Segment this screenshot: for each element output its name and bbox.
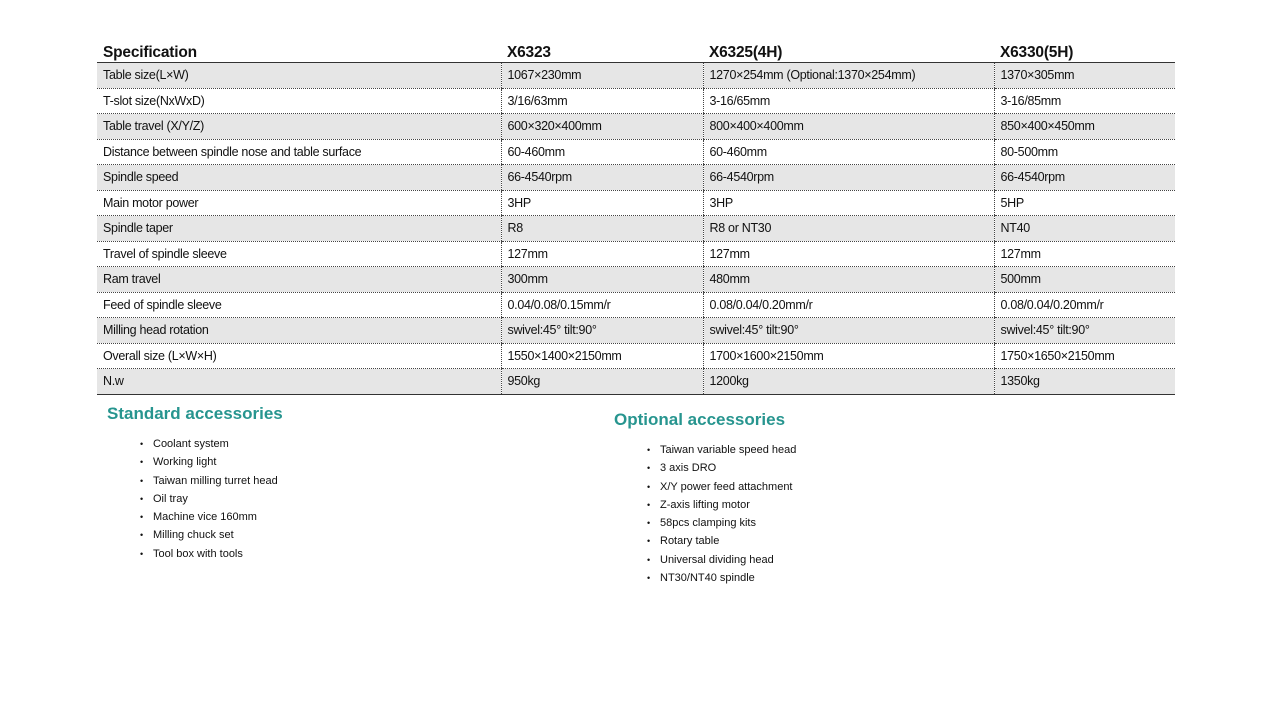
table-row	[97, 369, 1175, 395]
spec-label-cell: Distance between spindle nose and table surface	[97, 139, 501, 165]
table-row	[97, 139, 1175, 165]
list-item-label: Taiwan variable speed head	[660, 444, 797, 456]
bullet-icon: •	[140, 475, 144, 486]
spec-label-cell: Travel of spindle sleeve	[97, 241, 501, 267]
list-item	[647, 441, 796, 459]
table-row	[97, 241, 1175, 267]
spec-value-cell: R8	[501, 216, 703, 242]
spec-value-cell: 0.08/0.04/0.20mm/r	[703, 292, 994, 318]
list-item-label: Working light	[153, 456, 217, 469]
table-row	[97, 267, 1175, 293]
specification-table-body	[97, 63, 1175, 395]
spec-label-cell: Table travel (X/Y/Z)	[97, 114, 501, 140]
model-header: X6323	[501, 40, 703, 63]
list-item	[647, 569, 796, 587]
spec-value-cell: 3/16/63mm	[501, 88, 703, 114]
table-row	[97, 343, 1175, 369]
bullet-icon: •	[647, 518, 651, 529]
table-row	[97, 216, 1175, 242]
table-row	[97, 114, 1175, 140]
spec-value-cell: NT40	[994, 216, 1175, 242]
header-row	[97, 40, 1175, 63]
spec-value-cell: 127mm	[703, 241, 994, 267]
spec-label-cell: Table size(L×W)	[97, 63, 501, 89]
bullet-icon: •	[647, 499, 651, 510]
spec-value-cell: 3-16/65mm	[703, 88, 994, 114]
table-row	[97, 88, 1175, 114]
list-item-label: Universal dividing head	[660, 553, 774, 566]
spec-value-cell: swivel:45° tilt:90°	[703, 318, 994, 344]
specification-table	[97, 40, 1175, 395]
list-item-label: Oil tray	[153, 492, 188, 505]
list-item-label: Z-axis lifting motor	[660, 498, 750, 511]
spec-label-cell: T-slot size(NxWxD)	[97, 88, 501, 114]
spec-value-cell: 800×400×400mm	[703, 114, 994, 140]
list-item	[140, 508, 278, 526]
bullet-icon: •	[140, 512, 144, 523]
list-item	[140, 545, 278, 563]
spec-value-cell: 0.08/0.04/0.20mm/r	[994, 292, 1175, 318]
spec-value-cell: 1550×1400×2150mm	[501, 343, 703, 369]
bullet-icon: •	[647, 554, 651, 565]
spec-value-cell: 60-460mm	[703, 139, 994, 165]
specification-table-header	[97, 40, 1175, 63]
spec-value-cell: 127mm	[501, 241, 703, 267]
standard-accessories-title: Standard accessories	[107, 404, 283, 423]
spec-value-cell: R8 or NT30	[703, 216, 994, 242]
spec-value-cell: 0.04/0.08/0.15mm/r	[501, 292, 703, 318]
spec-value-cell: 1067×230mm	[501, 63, 703, 89]
spec-value-cell: 3HP	[703, 190, 994, 216]
spec-label-cell: Spindle taper	[97, 216, 501, 242]
spec-value-cell: 300mm	[501, 267, 703, 293]
spec-value-cell: 1370×305mm	[994, 63, 1175, 89]
spec-value-cell: 500mm	[994, 267, 1175, 293]
list-item-label: X/Y power feed attachment	[660, 480, 793, 493]
spec-label-cell: Ram travel	[97, 267, 501, 293]
optional-accessories-title: Optional accessories	[614, 410, 786, 429]
model-header: X6325(4H)	[703, 40, 994, 63]
list-item-label: Taiwan milling turret head	[153, 474, 278, 487]
spec-value-cell: 3HP	[501, 190, 703, 216]
spec-value-cell: 950kg	[501, 369, 703, 395]
spec-value-cell: 480mm	[703, 267, 994, 293]
spec-value-cell: 1750×1650×2150mm	[994, 343, 1175, 369]
table-row	[97, 63, 1175, 89]
spec-value-cell: 66-4540rpm	[994, 165, 1175, 191]
bullet-icon: •	[647, 463, 651, 474]
model-header: X6330(5H)	[994, 40, 1175, 63]
specification-header: Specification	[97, 40, 501, 63]
bullet-icon: •	[140, 493, 144, 504]
list-item	[647, 514, 796, 532]
spec-value-cell: 1270×254mm (Optional:1370×254mm)	[703, 63, 994, 89]
spec-value-cell: 600×320×400mm	[501, 114, 703, 140]
spec-value-cell: 1350kg	[994, 369, 1175, 395]
table-row	[97, 292, 1175, 318]
bullet-icon: •	[647, 481, 651, 492]
spec-value-cell: 60-460mm	[501, 139, 703, 165]
list-item	[647, 551, 796, 569]
spec-label-cell: N.w	[97, 369, 501, 395]
spec-value-cell: swivel:45° tilt:90°	[501, 318, 703, 344]
spec-label-cell: Main motor power	[97, 190, 501, 216]
list-item	[140, 490, 278, 508]
list-item-label: Rotary table	[660, 535, 720, 548]
list-item	[140, 472, 278, 490]
bullet-icon: •	[140, 457, 144, 468]
spec-value-cell: 1700×1600×2150mm	[703, 343, 994, 369]
list-item-label: Machine vice 160mm	[153, 511, 257, 524]
bullet-icon: •	[140, 530, 144, 541]
standard-accessories-list	[140, 435, 278, 563]
spec-label-cell: Feed of spindle sleeve	[97, 292, 501, 318]
list-item	[647, 478, 796, 496]
bullet-icon: •	[647, 536, 651, 547]
spec-value-cell: 127mm	[994, 241, 1175, 267]
list-item-label: NT30/NT40 spindle	[660, 572, 755, 585]
bullet-icon: •	[647, 573, 651, 584]
spec-value-cell: 850×400×450mm	[994, 114, 1175, 140]
spec-value-cell: 1200kg	[703, 369, 994, 395]
list-item-label: Tool box with tools	[153, 547, 243, 560]
bullet-icon: •	[647, 445, 651, 455]
list-item	[647, 459, 796, 477]
list-item	[140, 435, 278, 453]
spec-label-cell: Spindle speed	[97, 165, 501, 191]
spec-value-cell: 66-4540rpm	[501, 165, 703, 191]
spec-label-cell: Overall size (L×W×H)	[97, 343, 501, 369]
table-row	[97, 165, 1175, 191]
spec-value-cell: 66-4540rpm	[703, 165, 994, 191]
spec-value-cell: 80-500mm	[994, 139, 1175, 165]
list-item-label: Milling chuck set	[153, 529, 234, 542]
spec-value-cell: swivel:45° tilt:90°	[994, 318, 1175, 344]
list-item	[140, 526, 278, 544]
list-item-label: 58pcs clamping kits	[660, 517, 756, 530]
table-row	[97, 318, 1175, 344]
list-item-label: Coolant system	[153, 438, 229, 450]
spec-value-cell: 3-16/85mm	[994, 88, 1175, 114]
optional-accessories-list	[647, 441, 796, 587]
list-item	[647, 496, 796, 514]
table-row	[97, 190, 1175, 216]
bullet-icon: •	[140, 439, 144, 449]
list-item	[140, 453, 278, 471]
list-item	[647, 532, 796, 550]
spec-label-cell: Milling head rotation	[97, 318, 501, 344]
bullet-icon: •	[140, 548, 144, 559]
spec-value-cell: 5HP	[994, 190, 1175, 216]
list-item-label: 3 axis DRO	[660, 462, 717, 475]
